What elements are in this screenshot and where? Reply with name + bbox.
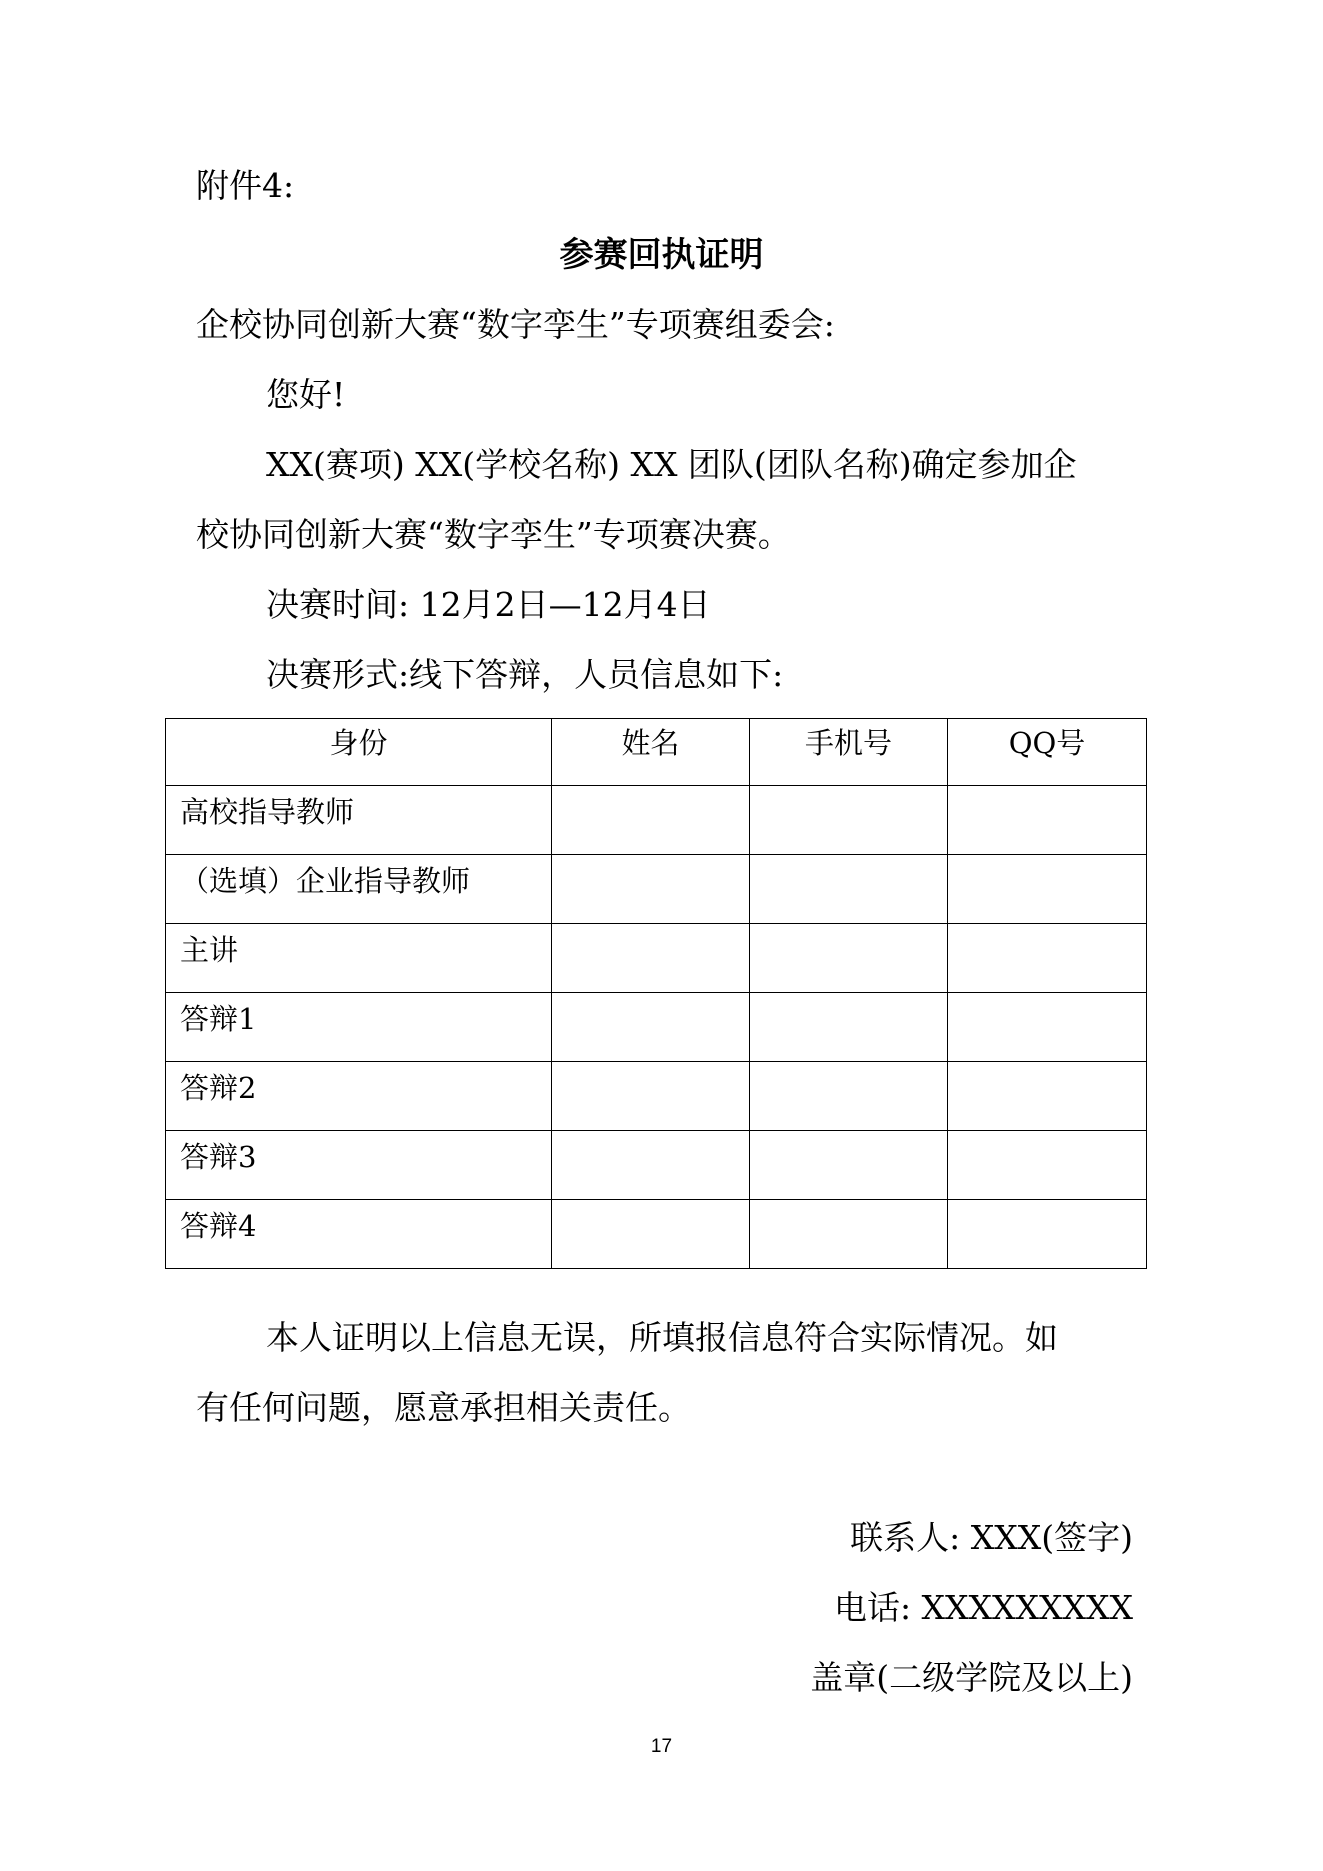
- name-cell: [552, 1131, 750, 1200]
- role-cell: 答辩1: [166, 993, 552, 1062]
- phone-cell: [750, 855, 948, 924]
- table-row: [166, 1131, 1147, 1200]
- name-cell: [552, 855, 750, 924]
- name-cell: [552, 1200, 750, 1269]
- document-title: 参赛回执证明: [559, 235, 764, 275]
- role-cell: 主讲: [166, 924, 552, 993]
- role-cell: 答辩2: [166, 1062, 552, 1131]
- name-cell: [552, 786, 750, 855]
- header-phone: 手机号: [750, 719, 948, 786]
- role-cell: 答辩3: [166, 1131, 552, 1200]
- role-cell: （选填）企业指导教师: [166, 855, 552, 924]
- qq-cell: [948, 924, 1147, 993]
- role-cell: 高校指导教师: [166, 786, 552, 855]
- phone-cell: [750, 1131, 948, 1200]
- qq-cell: [948, 1200, 1147, 1269]
- personnel-table: [165, 718, 1147, 1269]
- table-row: [166, 855, 1147, 924]
- qq-cell: [948, 993, 1147, 1062]
- table-row: [166, 1200, 1147, 1269]
- qq-cell: [948, 1131, 1147, 1200]
- phone-cell: [750, 993, 948, 1062]
- name-cell: [552, 1062, 750, 1131]
- salutation: 企校协同创新大赛“数字孪生”专项赛组委会:: [196, 305, 835, 344]
- role-cell: 答辩4: [166, 1200, 552, 1269]
- table-row: [166, 1062, 1147, 1131]
- declaration-line-1: 本人证明以上信息无误，所填报信息符合实际情况。如: [266, 1318, 1058, 1357]
- contact-phone: 电话: XXXXXXXXX: [833, 1588, 1133, 1627]
- header-qq: QQ号: [948, 719, 1147, 786]
- declaration-line-2: 有任何问题，愿意承担相关责任。: [196, 1388, 691, 1427]
- header-name: 姓名: [552, 719, 750, 786]
- qq-cell: [948, 855, 1147, 924]
- table-row: [166, 924, 1147, 993]
- phone-cell: [750, 924, 948, 993]
- seal-note: 盖章(二级学院及以上): [810, 1658, 1133, 1697]
- page-number: 17: [650, 1736, 673, 1757]
- table-header-row: [166, 719, 1147, 786]
- qq-cell: [948, 1062, 1147, 1131]
- name-cell: [552, 924, 750, 993]
- final-form: 决赛形式:线下答辩，人员信息如下:: [266, 655, 784, 694]
- qq-cell: [948, 786, 1147, 855]
- attachment-label: 附件4:: [196, 166, 295, 205]
- paragraph-1-line-1: XX(赛项) XX(学校名称) XX 团队(团队名称)确定参加企: [266, 445, 1077, 484]
- contact-person: 联系人: XXX(签字): [850, 1518, 1133, 1557]
- phone-cell: [750, 1200, 948, 1269]
- table-row: [166, 786, 1147, 855]
- phone-cell: [750, 1062, 948, 1131]
- phone-cell: [750, 786, 948, 855]
- final-time: 决赛时间: 12月2日—12月4日: [266, 585, 711, 624]
- table-row: [166, 993, 1147, 1062]
- paragraph-1-line-2: 校协同创新大赛“数字孪生”专项赛决赛。: [196, 515, 791, 554]
- name-cell: [552, 993, 750, 1062]
- greeting: 您好!: [266, 375, 346, 414]
- header-role: 身份: [166, 719, 552, 786]
